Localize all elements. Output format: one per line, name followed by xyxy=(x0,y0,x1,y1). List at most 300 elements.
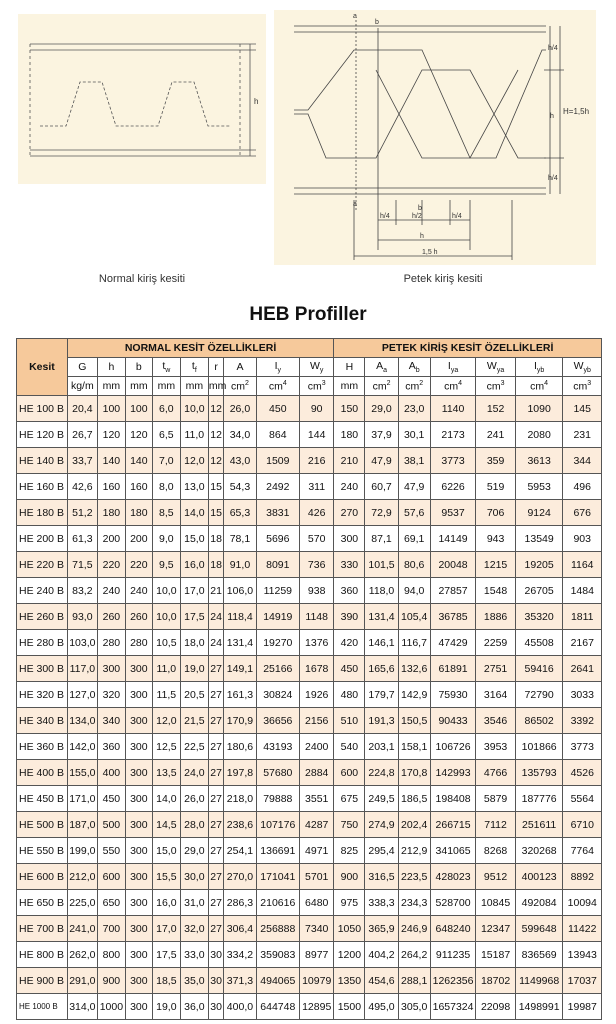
value-cell: 1500 xyxy=(334,994,365,1020)
value-cell: 3773 xyxy=(563,734,602,760)
value-cell: 316,5 xyxy=(365,864,398,890)
value-cell: 3773 xyxy=(430,448,476,474)
value-cell: 1000 xyxy=(97,994,125,1020)
value-cell: 8,5 xyxy=(152,500,180,526)
column-symbol-text: G xyxy=(78,361,87,373)
value-cell: 1376 xyxy=(300,630,334,656)
value-cell: 300 xyxy=(125,786,152,812)
value-cell: 1200 xyxy=(334,942,365,968)
value-cell: 17,0 xyxy=(180,578,208,604)
value-cell: 400 xyxy=(97,760,125,786)
value-cell: 155,0 xyxy=(67,760,97,786)
value-cell: 5701 xyxy=(300,864,334,890)
value-cell: 10979 xyxy=(300,968,334,994)
table-row xyxy=(17,552,602,578)
value-cell: 300 xyxy=(125,760,152,786)
value-cell: 1050 xyxy=(334,916,365,942)
value-cell: 75930 xyxy=(430,682,476,708)
column-unit xyxy=(430,377,476,396)
value-cell: 12895 xyxy=(300,994,334,1020)
value-cell: 1657324 xyxy=(430,994,476,1020)
value-cell: 1350 xyxy=(334,968,365,994)
value-cell: 17037 xyxy=(563,968,602,994)
value-cell: 180 xyxy=(125,500,152,526)
value-cell: 106726 xyxy=(430,734,476,760)
value-cell: 2156 xyxy=(300,708,334,734)
profile-name-cell: HE 550 B xyxy=(17,838,68,864)
value-cell: 9,5 xyxy=(152,552,180,578)
value-cell: 600 xyxy=(334,760,365,786)
value-cell: 825 xyxy=(334,838,365,864)
value-cell: 161,3 xyxy=(224,682,256,708)
value-cell: 650 xyxy=(97,890,125,916)
value-cell: 1484 xyxy=(563,578,602,604)
value-cell: 144 xyxy=(300,422,334,448)
value-cell: 359083 xyxy=(256,942,300,968)
value-cell: 135793 xyxy=(515,760,563,786)
value-cell: 600 xyxy=(97,864,125,890)
value-cell: 3831 xyxy=(256,500,300,526)
value-cell: 13943 xyxy=(563,942,602,968)
kesit-header: Kesit xyxy=(17,339,68,396)
petek-h4-right-label: h/4 xyxy=(452,213,462,220)
value-cell: 11,5 xyxy=(152,682,180,708)
value-cell: 8892 xyxy=(563,864,602,890)
value-cell: 7340 xyxy=(300,916,334,942)
column-unit xyxy=(152,377,180,396)
column-symbol xyxy=(563,358,602,377)
column-unit xyxy=(334,377,365,396)
profile-name-cell: HE 140 B xyxy=(17,448,68,474)
column-symbol xyxy=(334,358,365,377)
value-cell: 118,4 xyxy=(224,604,256,630)
value-cell: 37,9 xyxy=(365,422,398,448)
value-cell: 599648 xyxy=(515,916,563,942)
profile-name-cell: HE 650 B xyxy=(17,890,68,916)
column-unit xyxy=(515,377,563,396)
value-cell: 1149968 xyxy=(515,968,563,994)
profile-name-cell: HE 360 B xyxy=(17,734,68,760)
table-row xyxy=(17,448,602,474)
table-row xyxy=(17,942,602,968)
profile-name-cell: HE 450 B xyxy=(17,786,68,812)
value-cell: 179,7 xyxy=(365,682,398,708)
value-cell: 26705 xyxy=(515,578,563,604)
value-cell: 12,0 xyxy=(180,448,208,474)
value-cell: 12 xyxy=(208,396,224,422)
table-row xyxy=(17,500,602,526)
value-cell: 911235 xyxy=(430,942,476,968)
column-symbol-subscript: y xyxy=(319,367,324,375)
value-cell: 38,1 xyxy=(398,448,430,474)
normal-h-label: h xyxy=(254,97,259,106)
petek-caption: Petek kiriş kesiti xyxy=(403,273,483,285)
normal-beam-diagram xyxy=(18,14,266,184)
value-cell: 7112 xyxy=(476,812,515,838)
value-cell: 117,0 xyxy=(67,656,97,682)
value-cell: 14,0 xyxy=(180,500,208,526)
value-cell: 371,3 xyxy=(224,968,256,994)
value-cell: 91,0 xyxy=(224,552,256,578)
value-cell: 218,0 xyxy=(224,786,256,812)
value-cell: 27 xyxy=(208,812,224,838)
value-cell: 27 xyxy=(208,916,224,942)
value-cell: 1498991 xyxy=(515,994,563,1020)
value-cell: 10,0 xyxy=(180,396,208,422)
value-cell: 260 xyxy=(97,604,125,630)
column-unit-text: cm xyxy=(230,380,245,393)
value-cell: 27 xyxy=(208,890,224,916)
petek-beam-diagram xyxy=(274,10,596,265)
column-unit-text: cm xyxy=(444,380,459,393)
column-symbol-text: W xyxy=(486,359,497,372)
value-cell: 240 xyxy=(125,578,152,604)
value-cell: 13,5 xyxy=(152,760,180,786)
value-cell: 100 xyxy=(97,396,125,422)
value-cell: 2884 xyxy=(300,760,334,786)
column-symbol-subscript: a xyxy=(383,367,387,375)
value-cell: 17,5 xyxy=(180,604,208,630)
value-cell: 428023 xyxy=(430,864,476,890)
value-cell: 404,2 xyxy=(365,942,398,968)
value-cell: 103,0 xyxy=(67,630,97,656)
value-cell: 150 xyxy=(334,396,365,422)
value-cell: 61,3 xyxy=(67,526,97,552)
column-unit-superscript: 3 xyxy=(500,379,505,387)
value-cell: 19,0 xyxy=(152,994,180,1020)
value-cell: 15187 xyxy=(476,942,515,968)
value-cell: 2080 xyxy=(515,422,563,448)
value-cell: 72790 xyxy=(515,682,563,708)
table-row xyxy=(17,682,602,708)
value-cell: 21 xyxy=(208,578,224,604)
value-cell: 19270 xyxy=(256,630,300,656)
value-cell: 220 xyxy=(97,552,125,578)
value-cell: 200 xyxy=(97,526,125,552)
value-cell: 26,7 xyxy=(67,422,97,448)
value-cell: 5879 xyxy=(476,786,515,812)
petek-h4-top-label: h/4 xyxy=(548,45,558,52)
column-unit-text: kg/m xyxy=(70,380,94,392)
value-cell: 400,0 xyxy=(224,994,256,1020)
value-cell: 7,0 xyxy=(152,448,180,474)
value-cell: 86502 xyxy=(515,708,563,734)
column-unit-superscript: 4 xyxy=(458,379,463,387)
value-cell: 280 xyxy=(97,630,125,656)
value-cell: 270 xyxy=(334,500,365,526)
value-cell: 240 xyxy=(97,578,125,604)
column-symbol xyxy=(515,358,563,377)
value-cell: 10845 xyxy=(476,890,515,916)
petek-b-top-label: b xyxy=(375,19,379,26)
value-cell: 57680 xyxy=(256,760,300,786)
value-cell: 4971 xyxy=(300,838,334,864)
value-cell: 300 xyxy=(125,864,152,890)
petek-b-bottom-label: b xyxy=(418,205,422,212)
petek-h4-left-label: h/4 xyxy=(380,213,390,220)
value-cell: 2167 xyxy=(563,630,602,656)
value-cell: 264,2 xyxy=(398,942,430,968)
value-cell: 202,4 xyxy=(398,812,430,838)
column-symbol xyxy=(208,358,224,377)
value-cell: 280 xyxy=(125,630,152,656)
value-cell: 454,6 xyxy=(365,968,398,994)
value-cell: 30 xyxy=(208,968,224,994)
profile-name-cell: HE 220 B xyxy=(17,552,68,578)
value-cell: 27 xyxy=(208,786,224,812)
column-symbol xyxy=(256,358,300,377)
value-cell: 24 xyxy=(208,604,224,630)
value-cell: 27 xyxy=(208,760,224,786)
value-cell: 131,4 xyxy=(365,604,398,630)
column-unit-superscript: 2 xyxy=(244,379,249,387)
value-cell: 311 xyxy=(300,474,334,500)
value-cell: 54,3 xyxy=(224,474,256,500)
value-cell: 3546 xyxy=(476,708,515,734)
profile-name-cell: HE 340 B xyxy=(17,708,68,734)
column-unit-text: cm xyxy=(530,380,545,393)
normal-caption: Normal kiriş kesiti xyxy=(98,273,186,285)
column-unit xyxy=(180,377,208,396)
value-cell: 8977 xyxy=(300,942,334,968)
value-cell: 136691 xyxy=(256,838,300,864)
value-cell: 13,0 xyxy=(180,474,208,500)
value-cell: 27857 xyxy=(430,578,476,604)
value-cell: 61891 xyxy=(430,656,476,682)
value-cell: 300 xyxy=(97,656,125,682)
value-cell: 1678 xyxy=(300,656,334,682)
value-cell: 1509 xyxy=(256,448,300,474)
value-cell: 27 xyxy=(208,682,224,708)
table-row xyxy=(17,968,602,994)
column-unit-text: cm xyxy=(573,380,588,393)
value-cell: 1140 xyxy=(430,396,476,422)
column-symbol-text: A xyxy=(376,359,384,372)
value-cell: 120 xyxy=(125,422,152,448)
value-cell: 28,0 xyxy=(180,812,208,838)
value-cell: 30,0 xyxy=(180,864,208,890)
value-cell: 234,3 xyxy=(398,890,430,916)
value-cell: 3551 xyxy=(300,786,334,812)
column-unit-text: cm xyxy=(405,380,420,393)
value-cell: 33,7 xyxy=(67,448,97,474)
profile-name-cell: HE 100 B xyxy=(17,396,68,422)
table-row xyxy=(17,578,602,604)
table-row xyxy=(17,604,602,630)
value-cell: 32,0 xyxy=(180,916,208,942)
column-unit xyxy=(208,377,227,396)
value-cell: 360 xyxy=(97,734,125,760)
value-cell: 6480 xyxy=(300,890,334,916)
value-cell: 6226 xyxy=(430,474,476,500)
value-cell: 300 xyxy=(125,734,152,760)
value-cell: 71,5 xyxy=(67,552,97,578)
value-cell: 291,0 xyxy=(67,968,97,994)
column-unit xyxy=(563,377,602,396)
value-cell: 938 xyxy=(300,578,334,604)
value-cell: 1811 xyxy=(563,604,602,630)
value-cell: 14149 xyxy=(430,526,476,552)
column-symbol xyxy=(430,358,476,377)
value-cell: 864 xyxy=(256,422,300,448)
value-cell: 24,0 xyxy=(180,760,208,786)
value-cell: 33,0 xyxy=(180,942,208,968)
value-cell: 426 xyxy=(300,500,334,526)
value-cell: 295,4 xyxy=(365,838,398,864)
column-unit-text: mm xyxy=(102,380,121,392)
petek-h-mid-label: h xyxy=(550,113,554,120)
value-cell: 160 xyxy=(97,474,125,500)
column-unit-superscript: 2 xyxy=(419,379,424,387)
column-unit xyxy=(256,377,300,396)
value-cell: 16,0 xyxy=(180,552,208,578)
petek-h2-label: h/2 xyxy=(412,213,422,220)
value-cell: 300 xyxy=(125,838,152,864)
page-title: HEB Profiller xyxy=(249,304,367,325)
column-symbol-subscript: y xyxy=(277,367,281,375)
value-cell: 43193 xyxy=(256,734,300,760)
value-cell: 200 xyxy=(125,526,152,552)
value-cell: 15,0 xyxy=(180,526,208,552)
value-cell: 540 xyxy=(334,734,365,760)
value-cell: 3953 xyxy=(476,734,515,760)
table-row xyxy=(17,526,602,552)
column-symbol-text: t xyxy=(191,359,195,372)
value-cell: 256888 xyxy=(256,916,300,942)
value-cell: 170,8 xyxy=(398,760,430,786)
value-cell: 11422 xyxy=(563,916,602,942)
value-cell: 90433 xyxy=(430,708,476,734)
value-cell: 7764 xyxy=(563,838,602,864)
profile-name-cell: HE 160 B xyxy=(17,474,68,500)
column-unit xyxy=(398,377,430,396)
value-cell: 26,0 xyxy=(180,786,208,812)
profile-name-cell: HE 800 B xyxy=(17,942,68,968)
value-cell: 24 xyxy=(208,630,224,656)
profile-name-cell: HE 260 B xyxy=(17,604,68,630)
value-cell: 106,0 xyxy=(224,578,256,604)
table-row xyxy=(17,890,602,916)
value-cell: 12347 xyxy=(476,916,515,942)
value-cell: 14,0 xyxy=(152,786,180,812)
value-cell: 400123 xyxy=(515,864,563,890)
value-cell: 51,2 xyxy=(67,500,97,526)
column-unit-superscript: 4 xyxy=(544,379,549,387)
petek-a-top-label: a xyxy=(353,13,357,20)
value-cell: 22098 xyxy=(476,994,515,1020)
petek-H-label: H=1,5h xyxy=(563,107,590,116)
value-cell: 3164 xyxy=(476,682,515,708)
value-cell: 36656 xyxy=(256,708,300,734)
value-cell: 19205 xyxy=(515,552,563,578)
value-cell: 450 xyxy=(256,396,300,422)
value-cell: 30824 xyxy=(256,682,300,708)
value-cell: 69,1 xyxy=(398,526,430,552)
column-symbol-text: I xyxy=(533,359,537,372)
column-symbol-text: H xyxy=(345,361,354,373)
column-unit xyxy=(300,377,334,396)
column-symbol-text: b xyxy=(135,361,142,373)
value-cell: 27 xyxy=(208,656,224,682)
value-cell: 191,3 xyxy=(365,708,398,734)
column-symbol-text: A xyxy=(408,359,416,372)
value-cell: 26,0 xyxy=(224,396,256,422)
value-cell: 420 xyxy=(334,630,365,656)
profile-name-cell: HE 400 B xyxy=(17,760,68,786)
petek-h4-bottom-label: h/4 xyxy=(548,175,558,182)
value-cell: 390 xyxy=(334,604,365,630)
value-cell: 22,5 xyxy=(180,734,208,760)
value-cell: 903 xyxy=(563,526,602,552)
value-cell: 260 xyxy=(125,604,152,630)
value-cell: 30 xyxy=(208,942,224,968)
value-cell: 676 xyxy=(563,500,602,526)
column-symbol xyxy=(476,358,515,377)
value-cell: 199,0 xyxy=(67,838,97,864)
table-row xyxy=(17,630,602,656)
value-cell: 224,8 xyxy=(365,760,398,786)
column-symbol-text: I xyxy=(447,359,451,372)
value-cell: 4526 xyxy=(563,760,602,786)
value-cell: 170,9 xyxy=(224,708,256,734)
column-symbol xyxy=(152,358,180,377)
value-cell: 223,5 xyxy=(398,864,430,890)
value-cell: 36,0 xyxy=(180,994,208,1020)
value-cell: 4287 xyxy=(300,812,334,838)
value-cell: 180 xyxy=(97,500,125,526)
value-cell: 47,9 xyxy=(365,448,398,474)
value-cell: 700 xyxy=(97,916,125,942)
value-cell: 146,1 xyxy=(365,630,398,656)
value-cell: 25166 xyxy=(256,656,300,682)
profile-name-cell: HE 200 B xyxy=(17,526,68,552)
column-symbol-text: I xyxy=(274,359,278,372)
value-cell: 10,0 xyxy=(152,578,180,604)
value-cell: 241,0 xyxy=(67,916,97,942)
value-cell: 8091 xyxy=(256,552,300,578)
value-cell: 550 xyxy=(97,838,125,864)
symbol-header-row xyxy=(17,358,602,377)
value-cell: 5564 xyxy=(563,786,602,812)
profile-name-cell: HE 1000 B xyxy=(17,994,68,1020)
value-cell: 249,5 xyxy=(365,786,398,812)
value-cell: 93,0 xyxy=(67,604,97,630)
value-cell: 23,0 xyxy=(398,396,430,422)
normal-group-header: NORMAL KESİT ÖZELLİKLERİ xyxy=(67,339,334,358)
petek-a-bottom-label: a xyxy=(353,201,357,208)
value-cell: 14919 xyxy=(256,604,300,630)
value-cell: 359 xyxy=(476,448,515,474)
column-symbol xyxy=(125,358,152,377)
value-cell: 47,9 xyxy=(398,474,430,500)
value-cell: 495,0 xyxy=(365,994,398,1020)
value-cell: 3613 xyxy=(515,448,563,474)
column-symbol xyxy=(180,358,208,377)
value-cell: 20,5 xyxy=(180,682,208,708)
value-cell: 20048 xyxy=(430,552,476,578)
column-symbol-text: A xyxy=(236,361,244,373)
value-cell: 10,5 xyxy=(152,630,180,656)
value-cell: 16,0 xyxy=(152,890,180,916)
value-cell: 45508 xyxy=(515,630,563,656)
column-unit-superscript: 4 xyxy=(282,379,287,387)
column-unit-superscript: 3 xyxy=(321,379,326,387)
value-cell: 900 xyxy=(97,968,125,994)
petek-h-bottom-label: h xyxy=(420,233,424,240)
table-row xyxy=(17,474,602,500)
value-cell: 251611 xyxy=(515,812,563,838)
value-cell: 171,0 xyxy=(67,786,97,812)
